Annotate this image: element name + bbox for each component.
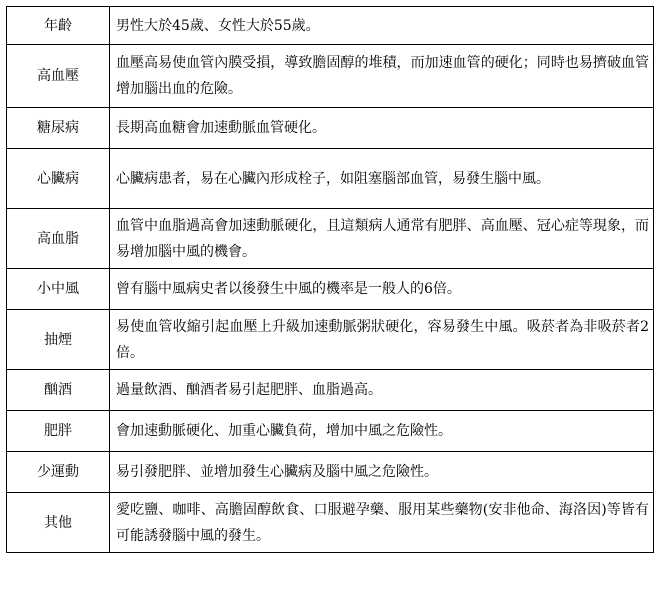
risk-factor-cell: 少運動 bbox=[7, 452, 110, 493]
risk-description-cell: 血管中血脂過高會加速動脈硬化，且這類病人通常有肥胖、高血壓、冠心症等現象，而易增加腦中風的機會。 bbox=[110, 209, 654, 269]
risk-factor-cell: 高血脂 bbox=[7, 209, 110, 269]
stroke-risk-factor-table bbox=[6, 6, 654, 553]
risk-description-cell: 易使血管收縮引起血壓上升級加速動脈粥狀硬化，容易發生中風。吸菸者為非吸菸者2倍。 bbox=[110, 310, 654, 370]
table-row bbox=[7, 45, 654, 108]
table-row bbox=[7, 7, 654, 45]
risk-factor-cell: 小中風 bbox=[7, 269, 110, 310]
table-row bbox=[7, 149, 654, 209]
table-row bbox=[7, 269, 654, 310]
risk-description-cell: 血壓高易使血管內膜受損，導致膽固醇的堆積，而加速血管的硬化；同時也易擠破血管增加腦出血的危險。 bbox=[110, 45, 654, 108]
risk-factor-cell: 酗酒 bbox=[7, 370, 110, 411]
risk-description-cell: 會加速動脈硬化、加重心臟負荷，增加中風之危險性。 bbox=[110, 411, 654, 452]
risk-factor-cell: 抽煙 bbox=[7, 310, 110, 370]
table-row bbox=[7, 209, 654, 269]
risk-factor-cell: 心臟病 bbox=[7, 149, 110, 209]
risk-factor-cell: 肥胖 bbox=[7, 411, 110, 452]
risk-factor-cell: 高血壓 bbox=[7, 45, 110, 108]
risk-description-cell: 過量飲酒、酗酒者易引起肥胖、血脂過高。 bbox=[110, 370, 654, 411]
risk-description-cell: 曾有腦中風病史者以後發生中風的機率是一般人的6倍。 bbox=[110, 269, 654, 310]
risk-factor-cell: 其他 bbox=[7, 493, 110, 553]
table-row bbox=[7, 452, 654, 493]
risk-description-cell: 心臟病患者，易在心臟內形成栓子，如阻塞腦部血管，易發生腦中風。 bbox=[110, 149, 654, 209]
table-row bbox=[7, 370, 654, 411]
table-row bbox=[7, 411, 654, 452]
risk-description-cell: 長期高血糖會加速動脈血管硬化。 bbox=[110, 108, 654, 149]
table-row bbox=[7, 310, 654, 370]
risk-factor-cell: 年齡 bbox=[7, 7, 110, 45]
risk-factor-cell: 糖尿病 bbox=[7, 108, 110, 149]
table-row bbox=[7, 108, 654, 149]
risk-description-cell: 男性大於45歲、女性大於55歲。 bbox=[110, 7, 654, 45]
risk-description-cell: 愛吃鹽、咖啡、高膽固醇飲食、口服避孕藥、服用某些藥物(安非他命、海洛因)等皆有可能誘發腦中風的發生。 bbox=[110, 493, 654, 553]
table-row bbox=[7, 493, 654, 553]
risk-description-cell: 易引發肥胖、並增加發生心臟病及腦中風之危險性。 bbox=[110, 452, 654, 493]
